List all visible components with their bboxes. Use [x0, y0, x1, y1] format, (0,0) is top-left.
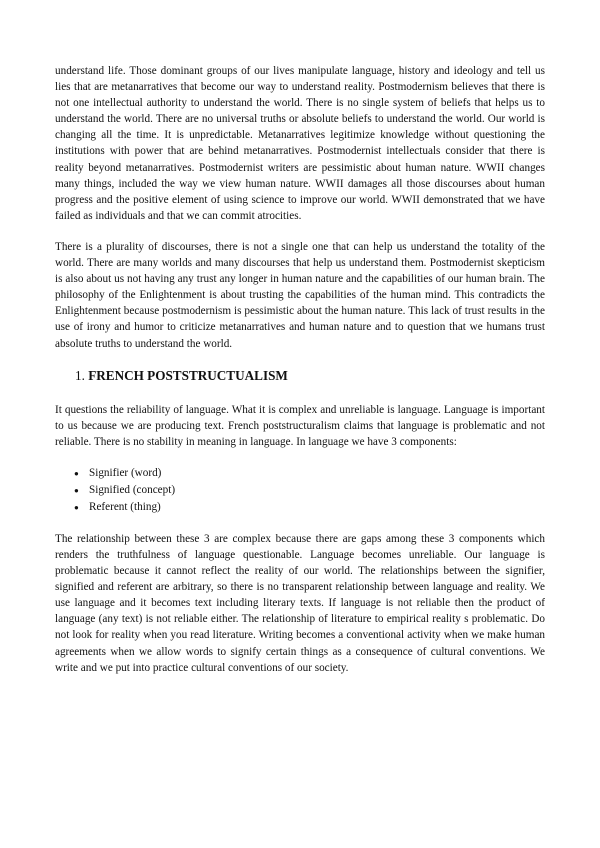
list-item	[74, 482, 545, 499]
bullet-icon: ●	[74, 485, 79, 495]
section-closing-paragraph: The relationship between these 3 are complex because there are gaps among these 3 components which renders the truthfulness of language questionable. Language becomes unreliable. Our language is problematic because it cannot reflect the reality of our world. The relationships between the signifier, signified and referent are arbitrary, so there is no transparent relationship between language and reality. We use language and it becomes text including literary texts. If language is not reliable then the product of language (any text) is not reliable either. The relationship of literature to empirical reality s problematic. Do not look for reality when you read literature. Writing becomes a conventional activity when we make human agreements when we allow words to signify certain things as a consequence of cultural conventions. We write and we put into practice cultural conventions of our society.	[55, 532, 545, 674]
components-list	[55, 465, 545, 516]
body-paragraph-1: understand life. Those dominant groups of our lives manipulate language, history and ideology and tell us lies that are metanarratives that become our way to understand reality. Postmodernism believes that there is not one intellectual authority to understand the world. There is no single system of beliefs that helps us to understand the world. There are no universal truths or absolute beliefs to understand the world. Our world is changing all the time. It is unpredictable. Metanarratives legitimize knowledge without questioning the institutions with power that are behind metanarratives. Postmodernist intellectuals consider that there is reality beyond metanarratives. Postmodernist writers are pessimistic about human nature. WWII changes many things, included the way we view human nature. WWII damages all those discourses about human progress and the positive element of using science to improve our world. WWII demonstrated that we have failed as individuals and that we can commit atrocities.	[55, 65, 545, 222]
section-number: 1.	[75, 367, 85, 383]
section-title: FRENCH POSTSTRUCTUALISM	[88, 367, 288, 383]
list-item-text: Referent (thing)	[89, 500, 161, 513]
bullet-icon: ●	[74, 502, 79, 512]
section-heading	[55, 367, 545, 385]
list-item-text: Signifier (word)	[89, 466, 162, 479]
list-item-text: Signified (concept)	[89, 483, 176, 496]
document-page	[55, 63, 545, 691]
list-item	[74, 465, 545, 482]
list-item	[74, 499, 545, 516]
section-intro-paragraph: It questions the reliability of language. What it is complex and unreliable is language. Language is important to us because we are producing text. French poststructuralism claims that language is problematic and not reliable. There is no stability in meaning in language. In language we have 3 components:	[55, 403, 545, 448]
body-paragraph-2: There is a plurality of discourses, there is not a single one that can help us understand the totality of the world. There are many worlds and many discourses that help us understand them. Postmodernist skepticism is also about us not having any trust any longer in human nature and the capabilities of our human brain. The philosophy of the Enlightenment is about trusting the capabilities of the human mind. This contradicts the Enlightenment because postmodernism is pessimistic about the human nature. This lack of trust results in the use of irony and humor to criticize metanarratives and human nature and to question that we humans trust absolute truths to understand the world.	[55, 240, 545, 350]
bullet-icon: ●	[74, 468, 79, 478]
